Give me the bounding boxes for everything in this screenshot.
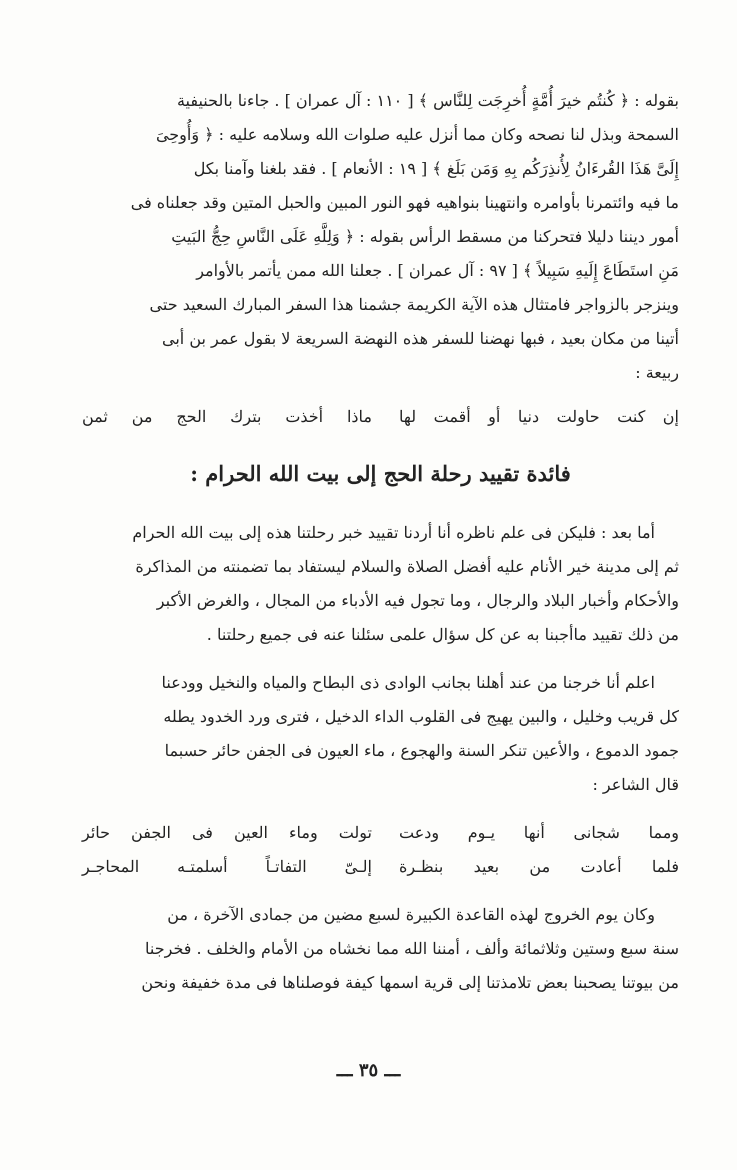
verse-second-hemistich: ماذا أخذت بترك الحج من ثمن	[82, 407, 372, 426]
poem-verse	[82, 850, 679, 884]
departure-paragraph	[82, 666, 679, 802]
text-line: ربيعة :	[635, 363, 679, 382]
text-line: بقوله : ﴿ كُنتُم خيرَ أُمَّةٍ أُخرِجَت لِلنَّاس ﴾ [ ١١٠ : آل عمران ] . جاءنا بالحنيفية	[176, 91, 679, 110]
text-line: ثم إلى مدينة خير الأنام عليه أفضل الصلاة والسلام ليستفاد بما تضمنته من المذاكرة	[135, 557, 679, 576]
text-line: من ذلك تقييد ماأجبنا به عن كل سؤال علمى سئلنا عنه فى جميع رحلتنا .	[206, 625, 679, 644]
text-line: وكان يوم الخروج لهذه القاعدة الكبيرة لسبع مضين من جمادى الآخرة ، من	[167, 905, 655, 924]
text-line: أما بعد : فليكن فى علم ناظره أنا أردنا تقييد خبر رحلتنا هذه إلى بيت الله الحرام	[132, 523, 655, 542]
text-line: سنة سبع وستين وثلاثمائة وألف ، أمننا الله مما نخشاه من الأمام والخلف . فخرجنا	[145, 939, 679, 958]
text-line: اعلم أنا خرجنا من عند أهلنا بجانب الوادى ذى البطاح والمياه والنخيل وودعنا	[161, 673, 655, 692]
text-line: والأحكام وأخبار البلاد والرجال ، وما تجول فيه الأدباء من المجال ، والغرض الأكبر	[156, 591, 679, 610]
text-line: وينزجر بالزواجر فامتثال هذه الآية الكريمة جشمنا هذا السفر المبارك السعيد حتى	[149, 295, 679, 314]
text-line: السمحة وبذل لنا نصحه وكان مما أنزل عليه صلوات الله وسلامه عليه : ﴿ وَأُوحِىَ	[155, 125, 679, 144]
poem-verse	[82, 400, 679, 434]
text-line: من بيوتنا يصحبنا بعض تلامذتنا إلى قرية اسمها كيفة فوصلناها فى مدة خفيفة ونحن	[141, 973, 679, 992]
section-heading: فائدة تقييد رحلة الحج إلى بيت الله الحرام :	[190, 461, 571, 486]
text-line: إِلَىَّ هَذَا القُرءَانُ لِأُنذِرَكُم بِهِ وَمَن بَلَغ ﴾ [ ١٩ : الأنعام ] . فقد بلغنا وآمنا بكل	[193, 159, 679, 178]
text-line: مَنِ استَطَاعَ إِلَيهِ سَبِيلاً ﴾ [ ٩٧ : آل عمران ] . جعلنا الله ممن يأتمر بالأوامر	[196, 261, 679, 280]
verse-first-hemistich: ومما شجانى أنها يـوم ودعت	[399, 823, 679, 842]
text-line: قال الشاعر :	[592, 775, 679, 794]
verse-second-hemistich: إلـىّ التفاتـاً أسلمتـه المحاجـر	[82, 857, 372, 876]
intro-paragraph	[82, 516, 679, 652]
verse-second-hemistich: تولت وماء العين فى الجفن حائر	[82, 823, 372, 842]
text-line: أتينا من مكان بعيد ، فبها نهضنا للسفر هذه النهضة السريعة لا بقول عمر بن أبى	[162, 329, 679, 348]
opening-paragraph	[82, 84, 679, 390]
text-line: كل قريب وخليل ، والبين يهيج فى القلوب الداء الدخيل ، فترى ورد الخدود يطله	[163, 707, 679, 726]
verse-first-hemistich: فلما أعادت من بعيد بنظـرة	[399, 857, 679, 876]
poem-verse	[82, 816, 679, 850]
page-body	[82, 84, 679, 1000]
text-line: ما فيه وائتمرنا بأوامره وانتهينا بنواهيه فهو النور المبين والحبل المتين وقد جعلناه فى	[130, 193, 679, 212]
page-number: ـــ ٣٥ ـــ	[336, 1060, 401, 1081]
verse-first-hemistich: إن كنت حاولت دنيا أو أقمت لها	[399, 407, 679, 426]
text-line: أمور ديننا دليلا فتحركنا من مسقط الرأس بقوله : ﴿ وَلِلَّهِ عَلَى النَّاسِ حِجُّ البَيتِ	[171, 227, 679, 246]
text-line: جمود الدموع ، والأعين تنكر السنة والهجوع ، ماء العيون فى الجفن حائر حسبما	[164, 741, 679, 760]
journey-paragraph	[82, 898, 679, 1000]
